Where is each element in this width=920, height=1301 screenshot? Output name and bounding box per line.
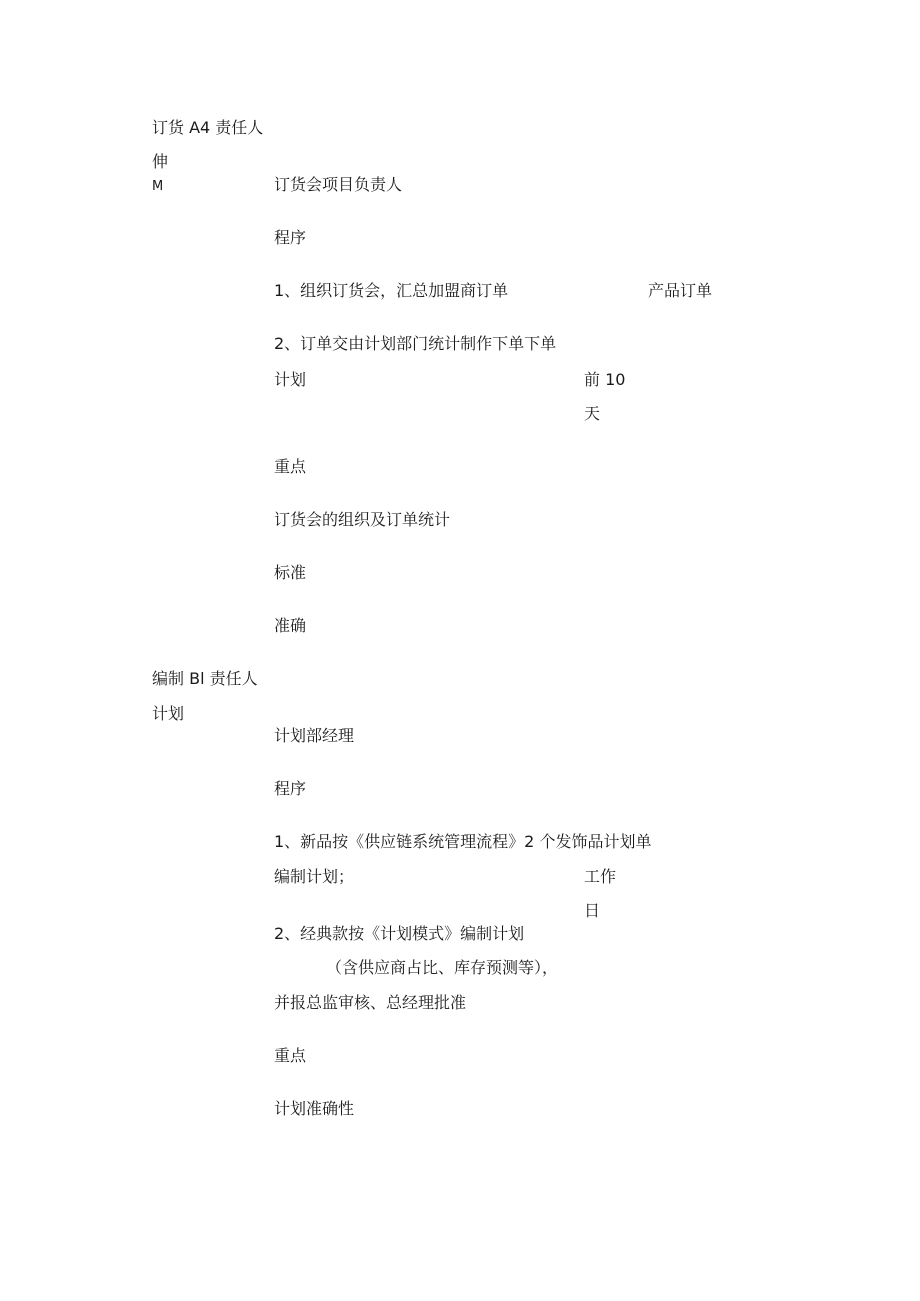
section-a-output: 产品订单 [648,281,713,300]
section-b-timing-2: 日 [584,901,601,920]
section-a-step2: 2、订单交由计划部门统计制作下单下单 [274,334,557,353]
section-a-standard-text: 准确 [274,616,307,635]
section-b-title: 编制 Bl 责任人 [152,669,258,688]
section-b-step2: 2、经典款按《计划模式》编制计划 [274,924,525,943]
section-a-timing-1: 前 10 [584,370,626,389]
section-b-owner: 计划部经理 [274,726,355,745]
section-b-timing-1: 工作 [584,867,617,886]
section-a-step1: 1、组织订货会，汇总加盟商订单 [274,281,509,300]
section-a-focus-label: 重点 [274,457,307,476]
section-a-owner: 订货会项目负责人 [274,175,403,194]
section-b-step1-cont: 编制计划； [274,867,355,886]
section-b-step2-cont: 并报总监审核、总经理批准 [274,993,467,1012]
section-a-step2-cont: 计划 [274,370,307,389]
section-a-focus-text: 订货会的组织及订单统计 [274,510,451,529]
section-a-standard-label: 标准 [274,563,307,582]
section-a-title: 订货 A4 责任人 [152,118,264,137]
section-a-procedure-label: 程序 [274,228,307,247]
section-a-timing-2: 天 [584,404,601,423]
section-a-label-m: M [152,179,164,194]
section-b-focus-label: 重点 [274,1046,307,1065]
section-b-label: 计划 [152,704,185,723]
section-b-step1: 1、新品按《供应链系统管理流程》2 个发饰品计划单 [274,832,652,851]
section-a-label: 伸 [152,152,169,171]
section-b-procedure-label: 程序 [274,779,307,798]
section-b-focus-text: 计划准确性 [274,1099,355,1118]
section-b-step2-note: （含供应商占比、库存预测等）， [326,958,559,977]
